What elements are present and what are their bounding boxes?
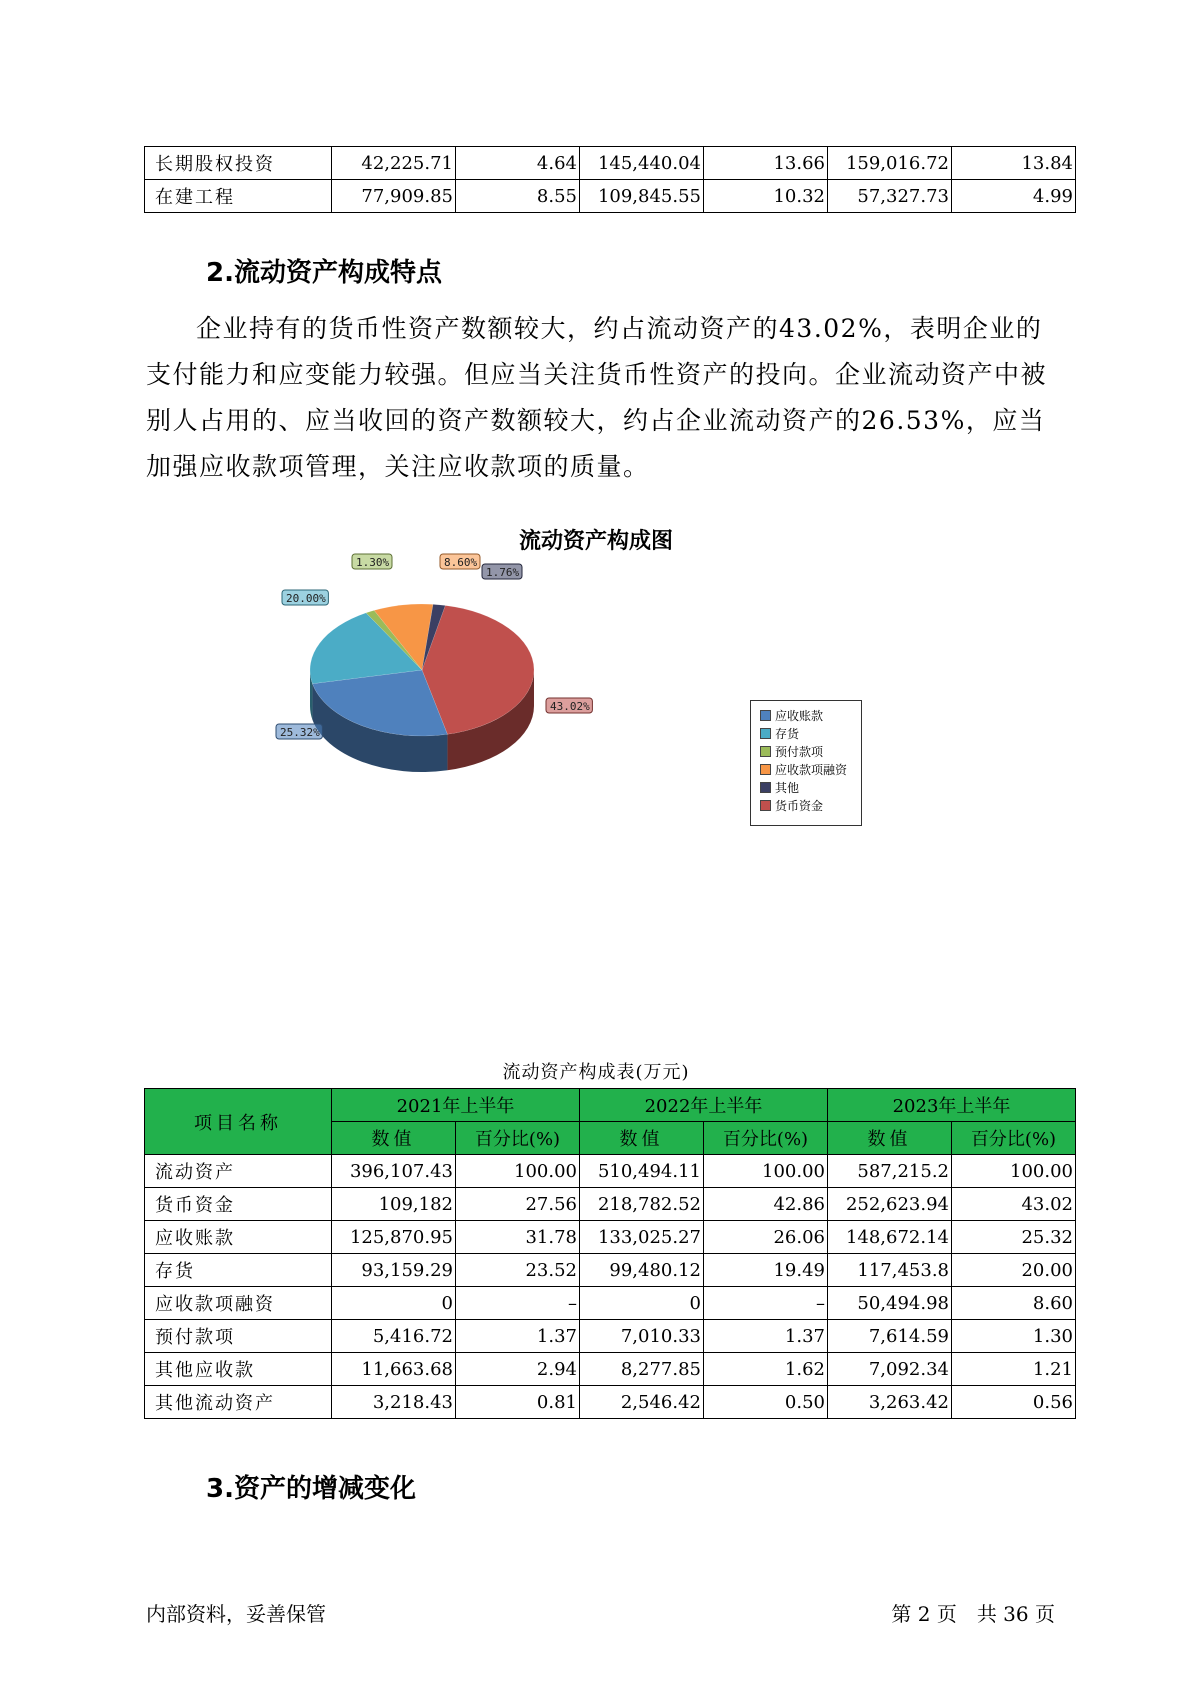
table-cell: 510,494.11	[580, 1155, 704, 1188]
table-cell: 10.32	[704, 180, 828, 213]
table-cell: 3,218.43	[332, 1386, 456, 1419]
table-cell: 0	[332, 1287, 456, 1320]
body-paragraph: 企业持有的货币性资产数额较大，约占流动资产的43.02%，表明企业的支付能力和应变能力较强。但应当关注货币性资产的投向。企业流动资产中被别人占用的、应当收回的资产数额较大，约占企业流动资产的26.53%，应当加强应收款项管理，关注应收款项的质量。	[146, 314, 1048, 481]
table-cell: 27.56	[456, 1188, 580, 1221]
table-cell: 587,215.2	[828, 1155, 952, 1188]
table-cell: 8.60	[952, 1287, 1076, 1320]
table-cell: 109,845.55	[580, 180, 704, 213]
legend-item	[760, 707, 861, 725]
table-row	[145, 1221, 1076, 1254]
table-row	[145, 1287, 1076, 1320]
table-cell: 1.30	[952, 1320, 1076, 1353]
table-cell: 252,623.94	[828, 1188, 952, 1221]
legend-swatch	[760, 764, 771, 775]
legend-item	[760, 779, 861, 797]
row-name: 其他流动资产	[145, 1386, 332, 1419]
data-label	[282, 590, 328, 605]
table-cell: 4.99	[952, 180, 1076, 213]
legend-label: 预付款项	[775, 745, 824, 759]
row-name: 应收款项融资	[145, 1287, 332, 1320]
table-cell: 218,782.52	[580, 1188, 704, 1221]
row-name: 货币资金	[145, 1188, 332, 1221]
table-cell: 396,107.43	[332, 1155, 456, 1188]
table-cell: 0.81	[456, 1386, 580, 1419]
legend-label: 存货	[775, 727, 800, 741]
legend-label: 应收账款	[775, 709, 824, 723]
current-assets-table	[144, 1088, 1076, 1419]
table-cell: 31.78	[456, 1221, 580, 1254]
table-cell: 8,277.85	[580, 1353, 704, 1386]
data-label-text: 1.30%	[356, 556, 390, 569]
table-cell: 145,440.04	[580, 147, 704, 180]
column-header-value: 数值	[332, 1122, 456, 1155]
table-cell: 23.52	[456, 1254, 580, 1287]
column-header-value: 数值	[580, 1122, 704, 1155]
table-cell: –	[704, 1287, 828, 1320]
table-cell: 159,016.72	[828, 147, 952, 180]
table-cell: 4.64	[456, 147, 580, 180]
table-cell: 117,453.8	[828, 1254, 952, 1287]
legend-swatch	[760, 746, 771, 757]
table-cell: 93,159.29	[332, 1254, 456, 1287]
table-cell: 100.00	[704, 1155, 828, 1188]
legend-swatch	[760, 782, 771, 793]
chart-title: 流动资产构成图	[518, 529, 673, 554]
legend-item	[760, 725, 861, 743]
column-header-value: 数值	[828, 1122, 952, 1155]
table-cell: 20.00	[952, 1254, 1076, 1287]
legend-item	[760, 761, 861, 779]
table-cell: 50,494.98	[828, 1287, 952, 1320]
table-row	[145, 1320, 1076, 1353]
table-cell: 42,225.71	[332, 147, 456, 180]
table-cell: 133,025.27	[580, 1221, 704, 1254]
column-header-period: 2023年上半年	[828, 1089, 1076, 1122]
data-label-text: 1.76%	[486, 566, 520, 579]
legend-label: 货币资金	[775, 799, 824, 813]
table-cell: 0.50	[704, 1386, 828, 1419]
table-cell: 99,480.12	[580, 1254, 704, 1287]
section-heading: 2.流动资产构成特点	[206, 258, 442, 288]
row-name: 流动资产	[145, 1155, 332, 1188]
section-heading: 3.资产的增减变化	[206, 1474, 416, 1504]
table-cell: 5,416.72	[332, 1320, 456, 1353]
table-cell: 13.66	[704, 147, 828, 180]
table-cell: 1.37	[456, 1320, 580, 1353]
table-cell: 57,327.73	[828, 180, 952, 213]
legend-swatch	[760, 728, 771, 739]
table-row	[145, 1386, 1076, 1419]
table-cell: 2,546.42	[580, 1386, 704, 1419]
pie-chart	[260, 556, 600, 820]
row-name: 在建工程	[145, 180, 332, 213]
legend-label: 其他	[775, 781, 800, 795]
table-cell: 42.86	[704, 1188, 828, 1221]
data-label-text: 43.02%	[550, 700, 590, 713]
row-name: 预付款项	[145, 1320, 332, 1353]
data-label	[352, 554, 392, 569]
data-label	[440, 554, 480, 569]
table-cell: 8.55	[456, 180, 580, 213]
data-label	[546, 698, 592, 713]
table-row	[145, 1254, 1076, 1287]
table-cell: 7,092.34	[828, 1353, 952, 1386]
legend-item	[760, 797, 861, 815]
column-header-period: 2022年上半年	[580, 1089, 828, 1122]
column-header-name: 项目名称	[145, 1089, 332, 1155]
data-label	[482, 564, 522, 579]
row-name: 长期股权投资	[145, 147, 332, 180]
data-label-text: 20.00%	[286, 592, 326, 605]
table-row	[145, 1155, 1076, 1188]
table-cell: –	[456, 1287, 580, 1320]
table-caption: 流动资产构成表(万元)	[502, 1062, 690, 1083]
page-number: 第 2 页 共 36 页	[891, 1602, 1055, 1626]
data-label-text: 25.32%	[280, 726, 320, 739]
table-cell: 1.37	[704, 1320, 828, 1353]
column-header-percent: 百分比(%)	[952, 1122, 1076, 1155]
table-cell: 13.84	[952, 147, 1076, 180]
legend-swatch	[760, 800, 771, 811]
chart-legend	[750, 700, 862, 826]
table-cell: 26.06	[704, 1221, 828, 1254]
table-cell: 0.56	[952, 1386, 1076, 1419]
table-cell: 0	[580, 1287, 704, 1320]
table-cell: 7,010.33	[580, 1320, 704, 1353]
table-cell: 25.32	[952, 1221, 1076, 1254]
column-header-percent: 百分比(%)	[704, 1122, 828, 1155]
column-header-percent: 百分比(%)	[456, 1122, 580, 1155]
asset-continuation-table	[144, 146, 1076, 213]
table-cell: 77,909.85	[332, 180, 456, 213]
table-cell: 109,182	[332, 1188, 456, 1221]
table-cell: 2.94	[456, 1353, 580, 1386]
data-label	[276, 724, 322, 739]
column-header-period: 2021年上半年	[332, 1089, 580, 1122]
row-name: 其他应收款	[145, 1353, 332, 1386]
table-cell: 100.00	[456, 1155, 580, 1188]
table-cell: 148,672.14	[828, 1221, 952, 1254]
table-cell: 3,263.42	[828, 1386, 952, 1419]
table-cell: 1.62	[704, 1353, 828, 1386]
table-row	[145, 1188, 1076, 1221]
table-cell: 100.00	[952, 1155, 1076, 1188]
table-row	[145, 1353, 1076, 1386]
table-cell: 11,663.68	[332, 1353, 456, 1386]
table-row	[145, 147, 1076, 180]
legend-item	[760, 743, 861, 761]
table-cell: 19.49	[704, 1254, 828, 1287]
table-row	[145, 180, 1076, 213]
row-name: 存货	[145, 1254, 332, 1287]
legend-label: 应收款项融资	[775, 763, 848, 777]
table-cell: 1.21	[952, 1353, 1076, 1386]
footer-left: 内部资料，妥善保管	[146, 1602, 326, 1626]
table-cell: 125,870.95	[332, 1221, 456, 1254]
legend-swatch	[760, 710, 771, 721]
row-name: 应收账款	[145, 1221, 332, 1254]
data-label-text: 8.60%	[444, 556, 478, 569]
table-cell: 43.02	[952, 1188, 1076, 1221]
table-cell: 7,614.59	[828, 1320, 952, 1353]
table-header-row	[145, 1089, 1076, 1122]
